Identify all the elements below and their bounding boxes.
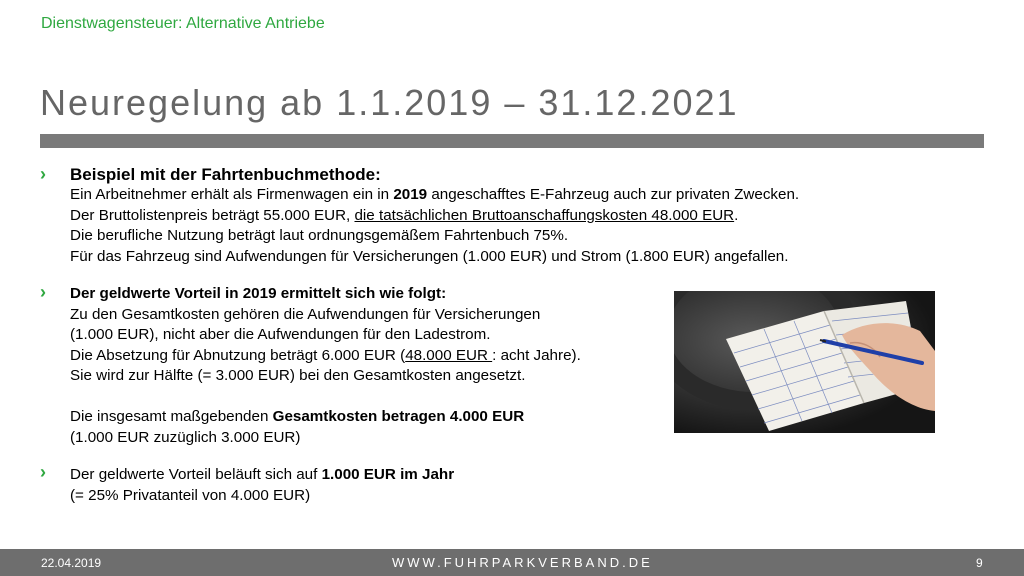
title-divider-bar: [40, 134, 984, 148]
example-line-1: [70, 185, 799, 206]
bold-result: 1.000 EUR im Jahr: [321, 466, 455, 483]
footer-bar: [0, 549, 1024, 576]
result-line-2: (= 25% Privatanteil von 4.000 EUR): [70, 486, 311, 504]
bold-total: Gesamtkosten betragen 4.000 EUR: [272, 408, 525, 425]
bold-year: 2019: [393, 186, 428, 203]
example-section: [70, 164, 799, 267]
bullet-arrow-icon: ›: [40, 164, 46, 184]
footer-date: 22.04.2019: [41, 556, 102, 570]
result-line-1: [70, 465, 454, 486]
calculation-line-6: (1.000 EUR zuzüglich 3.000 EUR): [70, 428, 301, 446]
calculation-line-1: Zu den Gesamtkosten gehören die Aufwendungen für Versicherungen: [70, 305, 541, 323]
logbook-photo: [674, 291, 935, 433]
underlined-cost: die tatsächlichen Bruttoanschaffungskosten 48.000 EUR: [354, 206, 735, 224]
result-section: [70, 465, 454, 506]
calculation-line-5: [70, 407, 581, 428]
example-line-3: Die berufliche Nutzung beträgt laut ordnungsgemäßem Fahrtenbuch 75%.: [70, 227, 569, 244]
page-number: 9: [976, 556, 983, 570]
bullet-arrow-icon: ›: [40, 462, 46, 482]
text-segment: .: [734, 206, 739, 224]
logbook-illustration: [674, 291, 935, 433]
example-line-4: Für das Fahrzeug sind Aufwendungen für Versicherungen (1.000 EUR) und Strom (1.800 EUR) angefallen.: [70, 247, 789, 265]
slide-title: Neuregelung ab 1.1.2019 – 31.12.2021: [40, 82, 739, 123]
text-segment: angeschafftes E-Fahrzeug auch zur privaten Zwecken.: [427, 186, 800, 203]
text-segment: : acht Jahre).: [492, 346, 581, 364]
slide-topic: Dienstwagensteuer: Alternative Antriebe: [41, 15, 325, 32]
text-segment: Der Bruttolistenpreis beträgt 55.000 EUR,: [70, 206, 355, 224]
underlined-amount: 48.000 EUR: [405, 346, 493, 364]
spacer: [70, 387, 581, 408]
calculation-line-2: (1.000 EUR), nicht aber die Aufwendungen für den Ladestrom.: [70, 326, 491, 343]
example-line-2: [70, 206, 799, 227]
text-segment: Der geldwerte Vorteil beläuft sich auf: [70, 466, 322, 483]
text-segment: Die Absetzung für Abnutzung beträgt 6.000 EUR (: [70, 346, 406, 364]
calculation-line-3: [70, 346, 581, 367]
bullet-arrow-icon: ›: [40, 282, 46, 302]
footer-url[interactable]: WWW.FUHRPARKVERBAND.DE: [392, 555, 653, 570]
calculation-section: [70, 284, 581, 448]
calculation-heading: Der geldwerte Vorteil in 2019 ermittelt sich wie folgt:: [70, 285, 447, 302]
text-segment: Die insgesamt maßgebenden: [70, 408, 273, 425]
calculation-line-4: Sie wird zur Hälfte (= 3.000 EUR) bei den Gesamtkosten angesetzt.: [70, 367, 526, 384]
text-segment: Ein Arbeitnehmer erhält als Firmenwagen ein in: [70, 186, 394, 203]
example-heading: Beispiel mit der Fahrtenbuchmethode:: [70, 165, 381, 184]
